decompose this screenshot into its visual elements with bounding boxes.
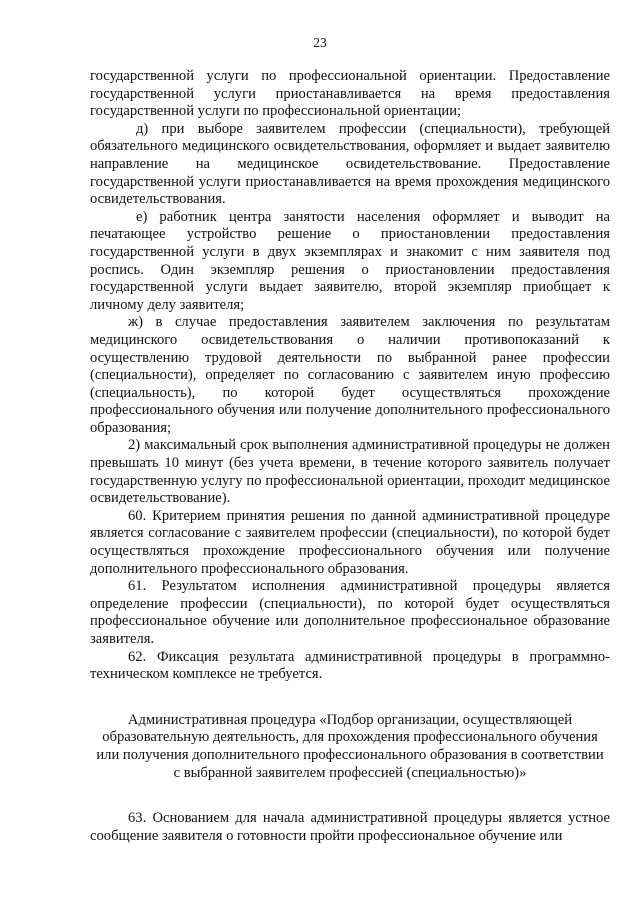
paragraph-item-e: е) работник центра занятости населения оформляет и выводит на печатающее устройство решение о приостановлении предоставления государственной услуги в двух экземплярах и знакомит с ним заявителя под роспись. Один экземпляр решения о приостановлении предоставления государственной услуги выдает заявителю, второй экземпляр приобщает к личному делу заявителя; <box>90 208 610 313</box>
paragraph-60: 60. Критерием принятия решения по данной административной процедуре является согласование с заявителем профессии (специальности), по которой будет осуществляться прохождение профессионального обучения или получение дополнительного профессионального образования. <box>90 507 610 577</box>
paragraph-item-d: д) при выборе заявителем профессии (специальности), требующей обязательного медицинского освидетельствования, оформляет и выдает заявителю направление на медицинское освидетельствование. Предоставление государственной услуги приостанавливается на время прохождения медицинского освидетельствования. <box>90 120 610 208</box>
paragraph-continuation: государственной услуги по профессиональной ориентации. Предоставление государственной услуги приостанавливается на время предоставления государственной услуги по профессиональной ориентации; <box>90 68 610 120</box>
paragraph-item-zh: ж) в случае предоставления заявителем заключения по результатам медицинского освидетельствования о наличии противопоказаний к осуществлению трудовой деятельности по выбранной ранее профессии (специальности), определяет по согласованию с заявителем иную профессию (специальность), по которой будет осуществляться прохождение профессионального обучения или получение дополнительного профессионального образования; <box>90 314 610 436</box>
document-body <box>90 68 610 845</box>
page-number: 23 <box>313 35 327 50</box>
paragraph-62: 62. Фиксация результата административной процедуры в программно-техническом комплексе не требуется. <box>90 648 610 683</box>
paragraph-61: 61. Результатом исполнения административной процедуры является определение профессии (специальности), по которой будет осуществляться профессиональное обучение или дополнительное профессиональное образование заявителя. <box>90 578 610 647</box>
paragraph-63: 63. Основанием для начала административной процедуры является устное сообщение заявителя о готовности пройти профессиональное обучение или <box>90 810 610 844</box>
paragraph-item-2: 2) максимальный срок выполнения административной процедуры не должен превышать 10 минут (без учета времени, в течение которого заявитель получает государственную услугу по профессиональной ориентации, проходит медицинское освидетельствование). <box>90 437 610 507</box>
section-heading: Административная процедура «Подбор организации, осуществляющей образовательную деятельность, для прохождения профессионального обучения или получения дополнительного профессионального образования в соответствии с выбранной заявителем профессией (специальностью)» <box>96 711 604 781</box>
